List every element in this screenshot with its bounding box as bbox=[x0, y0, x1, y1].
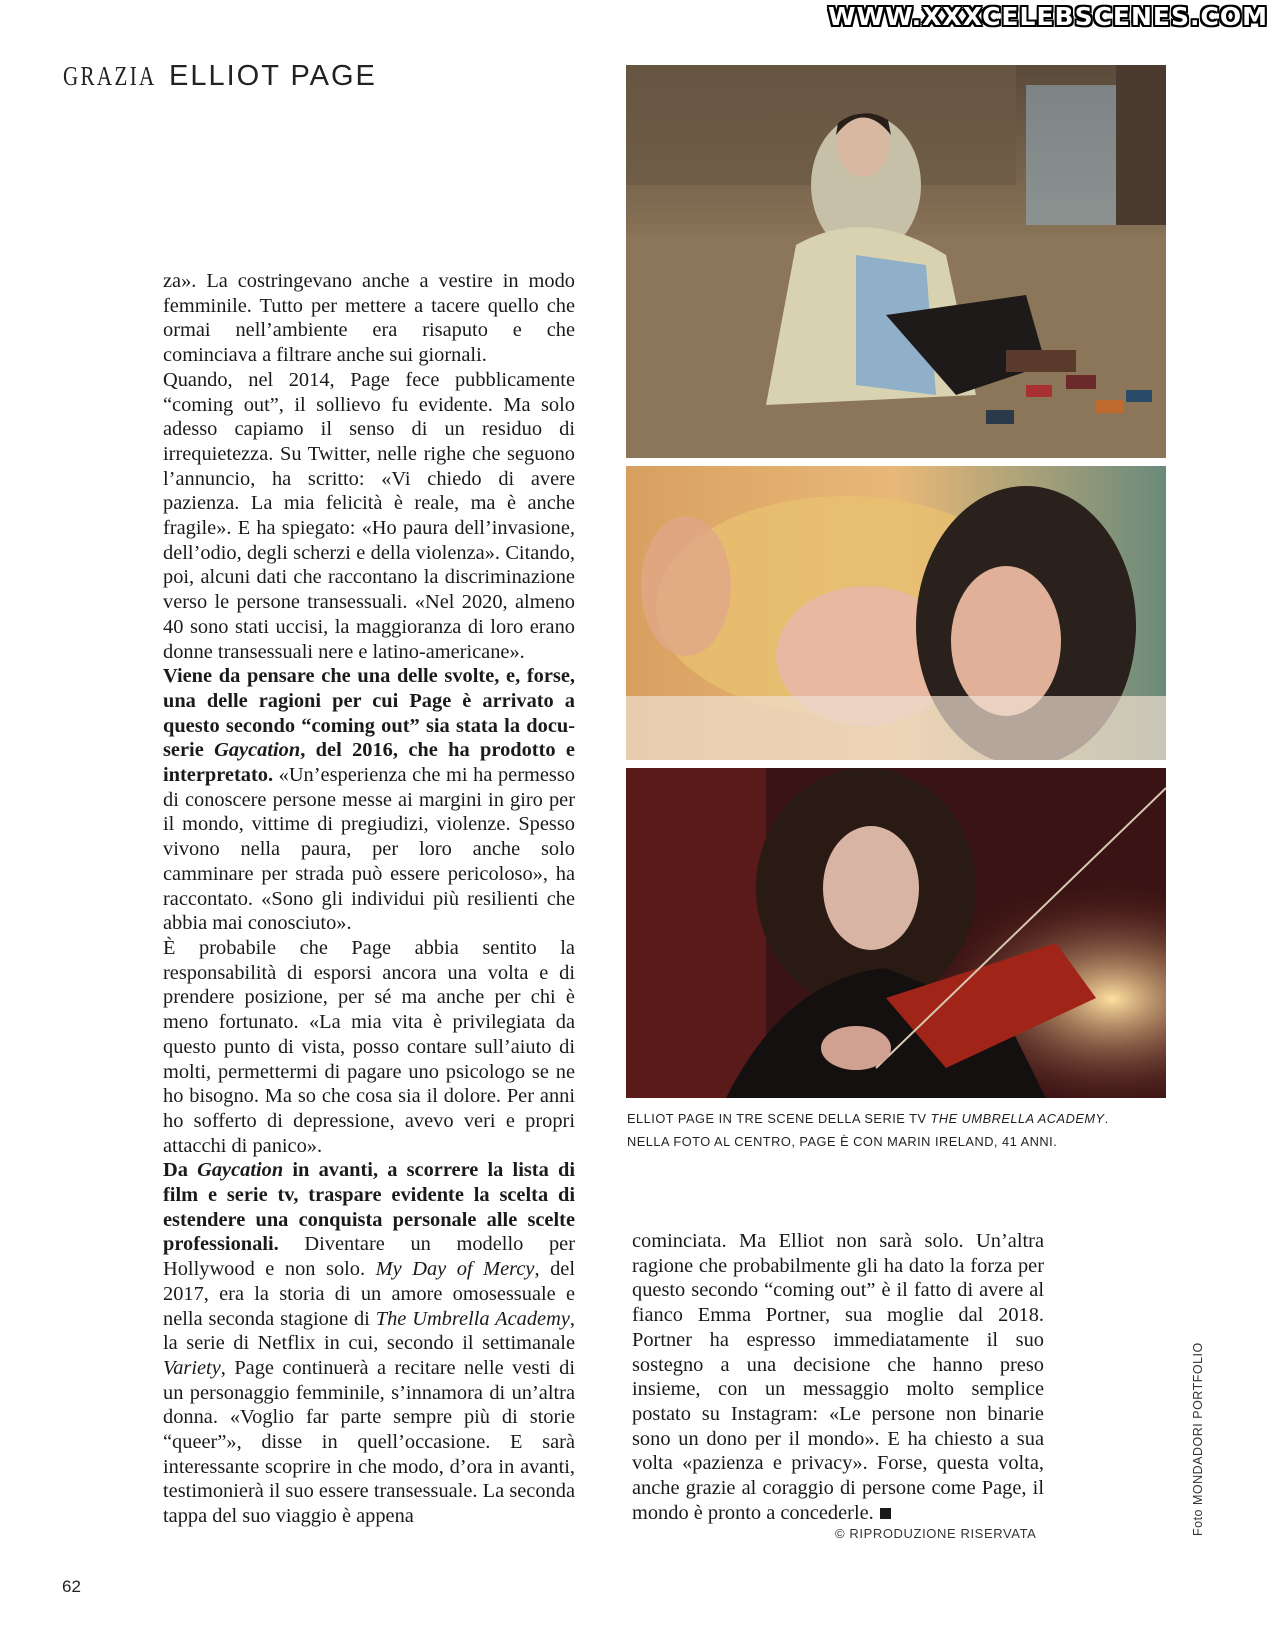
caption-line-2: NELLA FOTO AL CENTRO, PAGE È CON MARIN IRELAND, 41 ANNI. bbox=[627, 1134, 1058, 1149]
caption-line-1: ELLIOT PAGE IN TRE SCENE DELLA SERIE TV THE UMBRELLA ACADEMY. bbox=[627, 1111, 1109, 1126]
photo-credit: Foto MONDADORI PORTFOLIO bbox=[1191, 1342, 1205, 1536]
copyright-notice: © RIPRODUZIONE RISERVATA bbox=[835, 1526, 1037, 1541]
paragraph: za». La costringevano anche a vestire in modo femminile. Tutto per mettere a tacere quello che ormai nell’ambiente era risaputo e che cominciava a filtrare anche sui giornali. bbox=[163, 270, 575, 367]
paragraph: cominciata. Ma Elliot non sarà solo. Un’altra ragione che probabilmente gli ha dato la forza per questo secondo “coming out” è il fatto di avere al fianco Emma Portner, sua moglie dal 2018. Portner ha espresso immediatamente il suo sostegno a una decisione che hanno preso insieme, con un messaggio molto semplice postato su Instagram: «Le persone non binarie sono un dono per il mondo». E ha chiesto a sua volta «pazienza e privacy». Forse, questa volta, anche grazie al coraggio di persone come Page, il mondo è pronto a concederle. bbox=[632, 1230, 1044, 1524]
photo-scene-violin bbox=[626, 768, 1166, 1098]
article-column-left bbox=[163, 269, 575, 1529]
watermark: WWW.XXXCELEBSCENES.COM bbox=[827, 2, 1268, 31]
photo-scene-carpet bbox=[626, 65, 1166, 458]
lead-in: Viene da pensare che una delle svolte, e, forse, una delle ragioni per cui Page è arrivato a questo secondo “coming out” sia stata la docu-serie Gaycation, del 2016, che ha prodotto e interpretato. bbox=[163, 665, 575, 787]
article-subject: ELLIOT PAGE bbox=[169, 60, 377, 92]
paragraph: È probabile che Page abbia sentito la responsabilità di esporsi ancora una volta e di prendere posizione, per sé ma anche per chi è meno fortunato. «La mia vita è privilegiata da questo punto di vista, posso contare sull’aiuto di molti, permettermi di pagare uno psicologo se ne ho bisogno. Ma so che cosa sia il dolore. Per anni ho sofferto di depressione, avevo veri e propri attacchi di panico». bbox=[163, 936, 575, 1157]
article-column-right bbox=[632, 1229, 1044, 1525]
lead-in: Da Gaycation in avanti, a scorrere la lista di film e serie tv, traspare evidente la scelta di estendere una conquista personale alle scelte professionali. bbox=[163, 1159, 575, 1256]
paragraph: Da Gaycation in avanti, a scorrere la lista di film e serie tv, traspare evidente la scelta di estendere una conquista personale alle scelte professionali. Diventare un modello per Hollywood e non solo. My Day of Mercy, del 2017, era la storia di un amore omosessuale e nella seconda stagione di The Umbrella Academy, la serie di Netflix in cui, secondo il settimanale Variety, Page continuerà a recitare nelle vesti di un personaggio femminile, s’innamora di un’altra donna. «Voglio far parte sempre più di storie “queer”», disse in quell’occasione. E sarà interessante scoprire in che modo, d’ora in avanti, testimonierà il suo essere transessuale. La seconda tappa del suo viaggio è appena bbox=[163, 1159, 576, 1528]
paragraph: Viene da pensare che una delle svolte, e, forse, una delle ragioni per cui Page è arrivato a questo secondo “coming out” sia stata la docu-serie Gaycation, del 2016, che ha prodotto e interpretato. «Un’esperienza che mi ha permesso di conoscere persone messe ai margini in giro per il mondo, vittime di pregiudizi, violenze. Spesso vivono nella paura, per loro anche solo camminare per strada può essere pericoloso», ha raccontato. «Sono gli individui più resilienti che abbia mai conosciuto». bbox=[163, 665, 575, 935]
paragraph: Quando, nel 2014, Page fece pubblicamente “coming out”, il sollievo fu evidente. Ma solo adesso capiamo il senso di un residuo di irrequietezza. Su Twitter, nelle righe che seguono l’annuncio, ha scritto: «Vi chiedo di avere pazienza. La mia felicità è reale, ma è anche fragile». E ha spiegato: «Ho paura dell’invasione, dell’odio, degli scherzi e della violenza». Citando, poi, alcuni dati che raccontano la discriminazione verso le persone transessuali. «Nel 2020, almeno 40 sono stati uccisi, la maggioranza di loro erano donne transessuali nere e latino-americane». bbox=[163, 368, 575, 663]
photo-scene-embrace bbox=[626, 466, 1166, 760]
magazine-brand: GRAZIA bbox=[63, 61, 157, 91]
end-mark-icon bbox=[880, 1508, 891, 1519]
running-head bbox=[63, 60, 377, 93]
page-number: 62 bbox=[62, 1577, 81, 1596]
photo-caption bbox=[627, 1107, 1187, 1153]
